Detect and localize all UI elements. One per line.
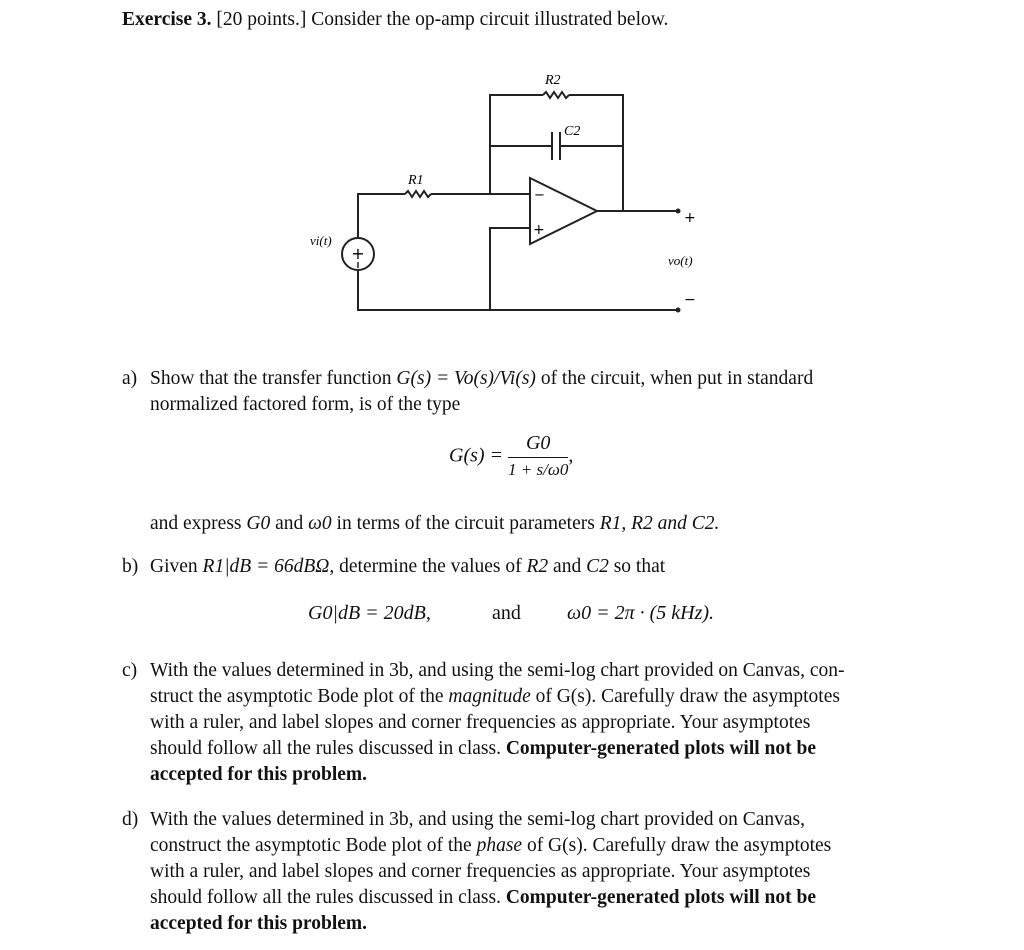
output-plus: + [684,210,696,226]
part-c-line4 [150,736,895,762]
r2-wire-right [569,95,623,211]
eq-lhs: G(s) = [449,444,504,467]
equation-g-of-s: G(s) = $\frac{G0}{1 + s/\omega 0}$ , [449,432,574,479]
part-b-determine: determine the values of [339,556,522,577]
part-a-line1-pre: Show that the transfer function [150,368,392,389]
part-b-r2: R2 [526,556,549,577]
exercise-heading [122,9,668,31]
noninv-wire [490,228,530,310]
express-w0: ω0 [308,513,332,534]
part-c-magnitude: magnitude [448,686,531,707]
express-post: in terms of the circuit parameters [336,513,595,534]
express-g0: G0 [246,513,271,534]
r1-label: R1 [408,173,424,188]
eq-and: and [492,602,521,624]
part-b [122,554,666,580]
part-d-label: d) [122,809,139,830]
eq-numerator: G0 [508,432,568,458]
part-d-phase: phase [476,835,523,856]
r1-resistor [405,191,431,197]
part-d-line2 [150,833,895,859]
part-c-line3: with a ruler, and label slopes and corner frequencies as appropriate. Your asymptotes [150,712,811,733]
part-c-line2-post: of G(s). Carefully draw the asymptotes [535,686,840,707]
part-b-label: b) [122,556,139,577]
part-b-c2: C2 [586,556,609,577]
c2-label: C2 [564,124,581,139]
part-d-line4-pre: should follow all the rules discussed in class. [150,887,501,908]
part-a-line2: normalized factored form, is of the type [150,394,461,415]
r2-resistor [543,92,569,98]
part-b-r1db: R1|dB = 66dBΩ, [202,556,335,577]
r2-wire-left [490,95,543,158]
part-d-line4-bold: Computer-generated plots will not be [505,887,816,908]
part-d-line2-post: of G(s). Carefully draw the asymptotes [526,835,832,856]
eq-denominator: 1 + s/ω0 [508,460,569,479]
eq-g0-db: G0|dB = 20dB, [308,602,431,624]
part-d-line5: accepted for this problem. [150,913,368,934]
output-terminal-bottom [676,308,681,313]
opamp-minus-sign: − [534,188,545,203]
express-and: and [275,513,304,534]
part-b-equation-g0 [308,602,431,625]
exercise-number: Exercise 3. [122,9,212,30]
output-minus: − [684,292,696,308]
part-d-line4 [150,885,895,911]
part-d [122,807,895,937]
part-c-label: c) [122,660,138,681]
exercise-points: [20 points.] [216,9,307,30]
part-b-given: Given [150,556,198,577]
part-c-line4-bold: Computer-generated plots will not be [505,738,816,759]
part-a-line1-post: of the circuit, when put in standard [540,368,814,389]
part-d-line1: With the values determined in 3b, and using the semi-log chart provided on Canvas, [150,809,806,830]
express-params: R1, R2 and C2. [599,513,720,534]
r2-label: R2 [545,73,561,88]
part-b-equation-w0 [567,602,714,625]
part-a-express [150,511,719,537]
eq-w0: ω0 = 2π · (5 kHz). [567,602,715,624]
source-plus: + [351,244,365,263]
exercise-intro: Consider the op-amp circuit illustrated below. [311,9,669,30]
part-a-label: a) [122,368,138,389]
part-c-line2 [150,684,895,710]
part-d-line3: with a ruler, and label slopes and corner frequencies as appropriate. Your asymptotes [150,861,811,882]
opamp-plus-sign: + [533,222,545,238]
part-c-line4-pre: should follow all the rules discussed in class. [150,738,501,759]
part-b-and: and [553,556,582,577]
r1-wire-left [358,194,405,238]
part-b-so-that: so that [613,556,666,577]
vo-label: vo(t) [668,253,693,268]
express-pre: and express [150,513,242,534]
part-c-line1: With the values determined in 3b, and using the semi-log chart provided on Canvas, con- [150,660,845,681]
ground-wire [358,270,678,310]
part-d-line2-pre: construct the asymptotic Bode plot of the [150,835,472,856]
part-c-line5: accepted for this problem. [150,764,368,785]
vi-label: vi(t) [310,233,332,248]
part-a [122,366,910,418]
op-amp-circuit-diagram [300,68,720,328]
part-c [122,658,895,788]
output-terminal-top [676,209,681,214]
part-c-line2-pre: struct the asymptotic Bode plot of the [150,686,444,707]
eq-fraction [508,432,568,480]
part-b-equation-and [492,602,521,625]
transfer-function-math: G(s) = Vo(s)/Vi(s) [396,368,536,389]
